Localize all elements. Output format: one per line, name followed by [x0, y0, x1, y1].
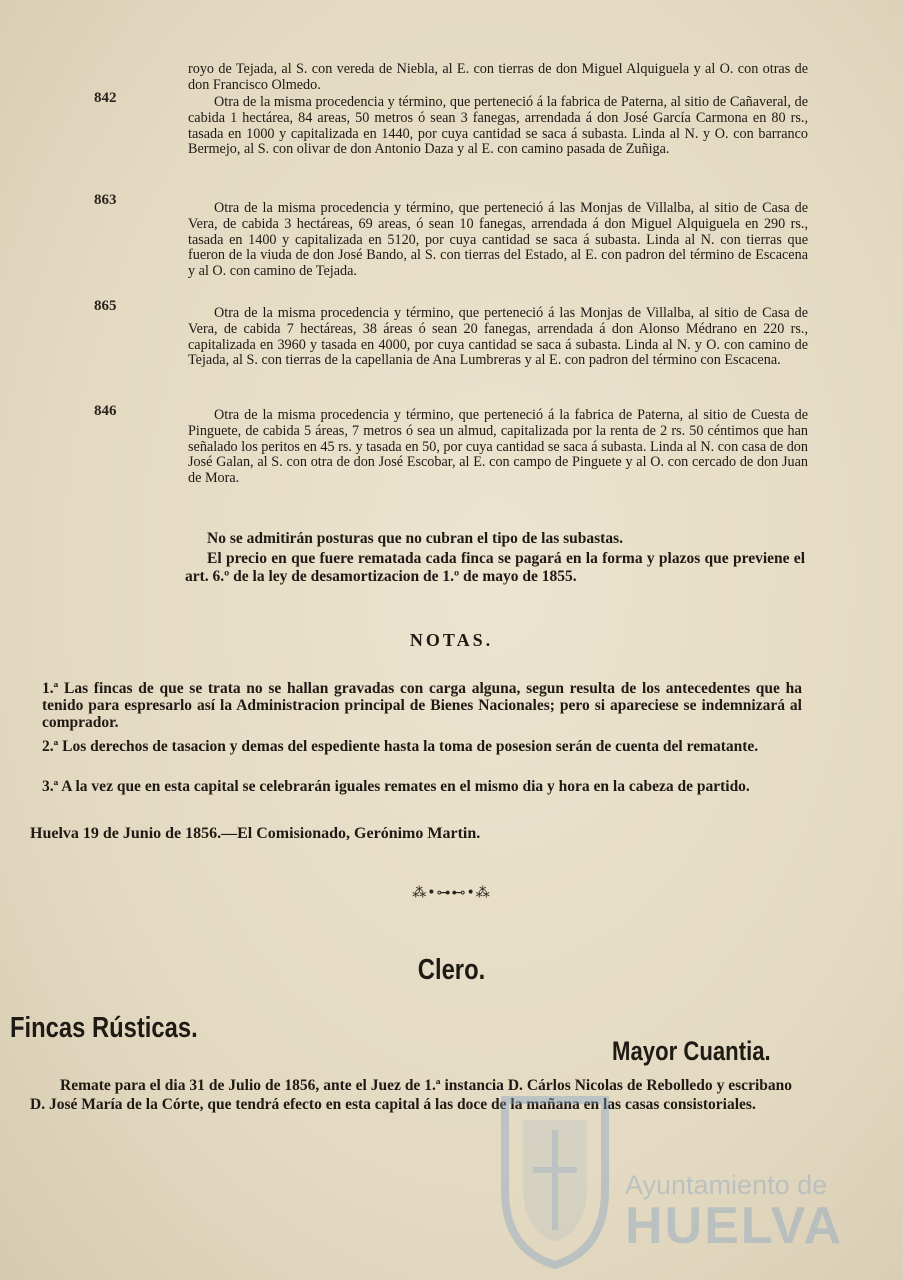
lot-number: 842: [94, 90, 117, 106]
lot-number: 863: [94, 192, 117, 208]
lot-entry: royo de Tejada, al S. con vereda de Niebla, al E. con tierras de don Miguel Alquiguela y al O. con otras de don Francisco Olmedo.: [188, 61, 808, 93]
note-item: 3.ª A la vez que en esta capital se celebrarán iguales remates en el mismo dia y hora en la cabeza de partido.: [42, 778, 750, 795]
note-item: 2.ª Los derechos de tasacion y demas del espediente hasta la toma de posesion serán de cuenta del rematante.: [42, 738, 759, 755]
lot-entry: Otra de la misma procedencia y término, que perteneció á las Monjas de Villalba, al sitio de Casa de Vera, de cabida 7 hectáreas, 38 áreas ó sean 20 fanegas, arrendada á don Alonso Médrano en 220 rs., capitalizada en 3960 y tasada en 4000, por cuya cantidad se saca á subasta. Linda al N. y O. con camino de Tejada, al S. con tierras de la capellania de Ana Lumbreras y al E. con padron del término con Escacena.: [188, 305, 808, 369]
section-title: Clero.: [417, 954, 486, 986]
lot-entry: Otra de la misma procedencia y término, que perteneció á las Monjas de Villalba, al sitio de Casa de Vera, de cabida 3 hectáreas, 69 areas, ó sean 10 fanegas, arrendada á don Miguel Alquiguela en 290 rs., tasada en 1400 y capitalizada en 5120, por cuya cantidad se saca á subasta. Linda al N. con tierras que fueron de la viuda de don José Bando, al S. con tierras del Estado, al E. con padron del término de Escacena y al O. con camino de Tejada.: [188, 200, 808, 280]
coat-of-arms-icon: [495, 1090, 615, 1270]
lot-number: 865: [94, 298, 117, 314]
note-item: 1.ª Las fincas de que se trata no se hallan gravadas con carga alguna, segun resulta de los antecedentes que ha tenido para espresarlo así la Administracion principal de Bienes Nacionales; pero si apareciese se indemnizará al comprador.: [42, 680, 802, 731]
notes-heading: NOTAS.: [409, 630, 494, 650]
divider-ornament: ⁂•⊶⊷•⁂: [412, 885, 491, 901]
signature-line: Huelva 19 de Junio de 1856.—El Comisionado, Gerónimo Martin.: [30, 825, 481, 842]
auction-announcement: Remate para el dia 31 de Julio de 1856, ante el Juez de 1.ª instancia D. Cárlos Nicolas de Rebolledo y escribano D. José María de la Córte, que tendrá efecto en esta capital á las doce de la mañana en las casas consistoriales.: [30, 1077, 792, 1113]
subheading-rustic-properties: Fincas Rústicas.: [10, 1012, 198, 1044]
condition-minimum-bid: No se admitirán posturas que no cubran el tipo de las subastas.: [207, 530, 623, 547]
watermark: [495, 1090, 895, 1270]
subheading-major-amount: Mayor Cuantia.: [612, 1036, 771, 1066]
condition-payment: El precio en que fuere rematada cada finca se pagará en la forma y plazos que previene el art. 6.º de la ley de desamortizacion de 1.º de mayo de 1855.: [185, 550, 805, 585]
watermark-line2: HUELVA: [625, 1197, 844, 1255]
lot-entry: Otra de la misma procedencia y término, que perteneció á la fabrica de Paterna, al sitio de Cañaveral, de cabida 1 hectárea, 84 areas, 50 metros ó sean 3 fanegas, arrendada á don José García Carmona en 80 rs., tasada en 1000 y capitalizada en 1440, por cuya cantidad se saca á subasta. Linda al N. y O. con barranco Bermejo, al S. con olivar de don Antonio Daza y al E. con camino pasada de Zuñiga.: [188, 94, 808, 158]
lot-entry: Otra de la misma procedencia y término, que perteneció á la fabrica de Paterna, al sitio de Cuesta de Pinguete, de cabida 5 áreas, 7 metros ó sea un almud, capitalizada por la renta de 2 rs. 50 céntimos que han señalado los peritos en 45 rs. y tasada en 50, por cuya cantidad se saca á subasta. Linda al N. con casa de don José Galan, al S. con otra de don José Escobar, al E. con campo de Pinguete y al O. con cercado de don Juan de Mora.: [188, 407, 808, 487]
lot-number: 846: [94, 403, 117, 419]
watermark-line1: Ayuntamiento de: [625, 1170, 828, 1200]
